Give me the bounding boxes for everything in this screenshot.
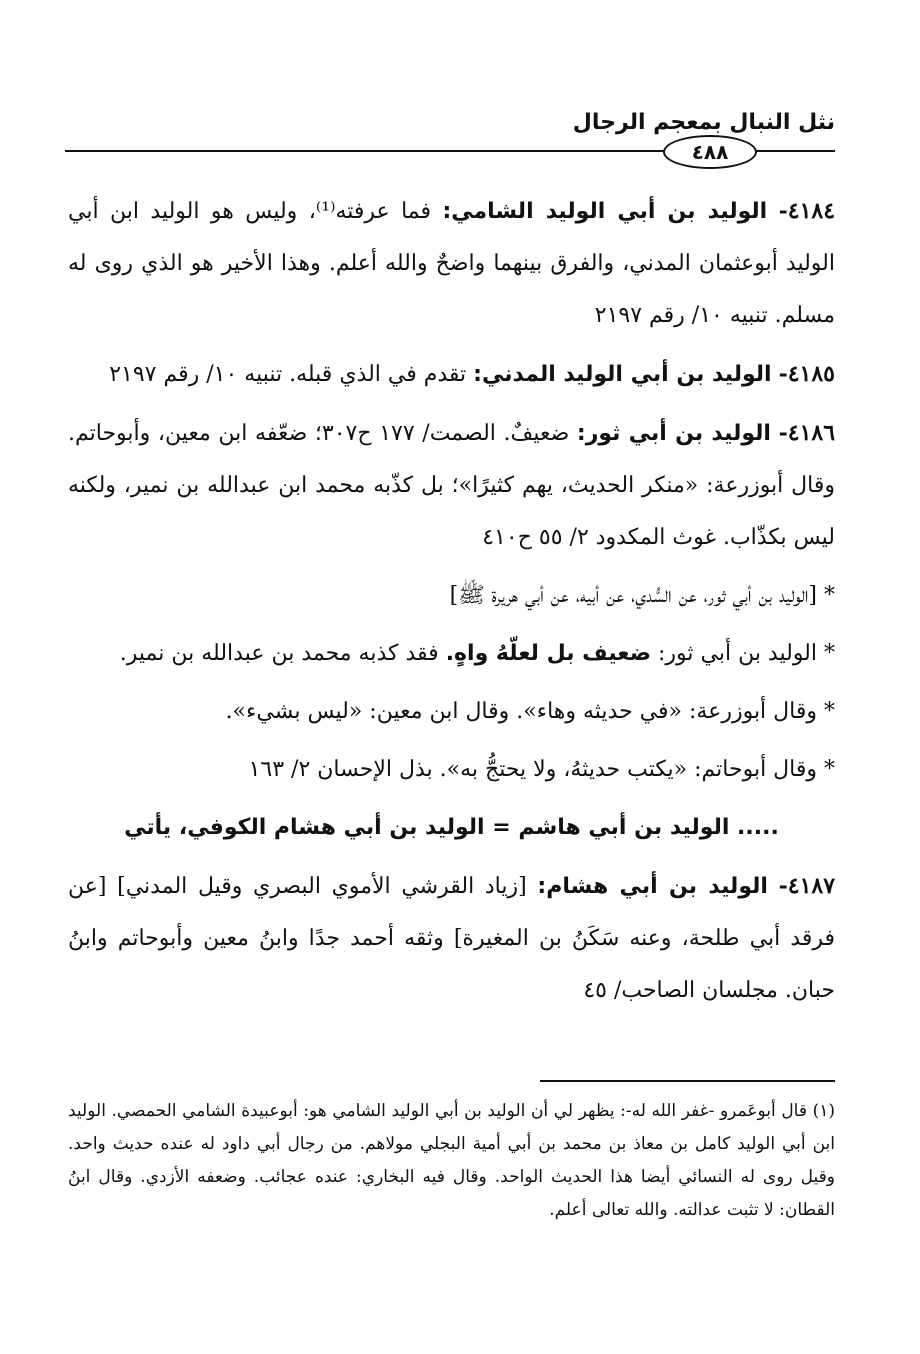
entry-4187: [68, 860, 835, 1017]
entry-number: ٤١٨٧-: [778, 873, 836, 899]
entry-number: ٤١٨٤-: [778, 198, 836, 224]
running-header-title: نثل النبال بمعجم الرجال: [572, 110, 835, 135]
entry-text: [زياد القرشي الأموي البصري وقيل المدني] [عن فرقد أبي طلحة، وعنه سَكَنُ بن المغيرة] وثقه أحمد جدًا وابنُ معين وأبوحاتم وابنُ حبان. مجلسان الصاحب/ ٤٥: [68, 874, 835, 1003]
footnote-rule: [540, 1080, 835, 1082]
note-star-1: * [الوليد بن أبي ثور، عن السُّدي، عن أبيه، عن أبي هريرة ﷺ]: [449, 583, 835, 608]
entry-text: تقدم في الذي قبله. تنبيه ١٠/ رقم ٢١٩٧: [109, 362, 467, 387]
entry-text: ضعيفٌ. الصمت/ ١٧٧ ح٣٠٧؛ ضعّفه ابن معين، وأبوحاتم. وقال أبوزرعة: «منكر الحديث، يهم كثيرًا»؛ بل كذّبه محمد ابن عبدالله بن نمير، ولكنه ليس بكذّاب. غوث المكدود ٢/ ٥٥ ح٤١٠: [68, 421, 835, 550]
entry-4185: [68, 348, 835, 401]
entry-4184: [68, 185, 835, 342]
note-bold: ضعيف بل لعلّهُ واهٍ.: [445, 641, 651, 666]
main-text: [68, 185, 835, 1017]
note-star-4: * وقال أبوحاتم: «يكتب حديثهُ، ولا يحتجُّ به». بذل الإحسان ٢/ ١٦٣: [248, 757, 835, 782]
note-rest: فقد كذبه محمد بن عبدالله بن نمير.: [119, 641, 439, 666]
narrator-name: الوليد بن أبي هشام:: [537, 874, 768, 899]
entry-text: فما عرفته⁽¹⁾، وليس هو الوليد ابن أبي الوليد أبوعثمان المدني، والفرق بينهما واضحٌ والله أعلم. وهذا الأخير هو الذي روى له مسلم. تنبيه ١٠/ رقم ٢١٩٧: [68, 199, 835, 328]
note-star-2: [68, 628, 835, 680]
narrator-name: الوليد بن أبي الوليد المدني:: [473, 362, 772, 387]
page-number-badge: ٤٨٨: [663, 135, 757, 169]
footnote-1: (١) قال أبوعَمرو -غفر الله له-: يظهر لي أن الوليد بن أبي الوليد الشامي هو: أبوعبيدة الشامي الحمصي. الوليد ابن أبي الوليد كامل بن معاذ بن محمد بن أبي أمية البجلي مولاهم. من رجال أبي داود له عنده حديث واحد. وقيل روى له النسائي أيضا هذا الحديث الواحد. وقال فيه البخاري: عنده عجائب. وضعفه الأزدي. وقال ابنُ القطان: لا تثبت عدالته. والله تعالى أعلم.: [68, 1101, 835, 1220]
cross-reference: ..... الوليد بن أبي هاشم = الوليد بن أبي هشام الكوفي، يأتي: [124, 815, 779, 840]
footnotes: [68, 1095, 835, 1227]
note-lead: * الوليد بن أبي ثور:: [657, 641, 835, 666]
entry-number: ٤١٨٥-: [778, 361, 835, 387]
entry-number: ٤١٨٦-: [778, 420, 836, 446]
narrator-name: الوليد بن أبي الوليد الشامي:: [442, 199, 768, 224]
note-star-3: * وقال أبوزرعة: «في حديثه وهاء». وقال ابن معين: «ليس بشيء».: [225, 699, 835, 724]
narrator-name: الوليد بن أبي ثور:: [576, 421, 771, 446]
entry-4186: [68, 407, 835, 564]
